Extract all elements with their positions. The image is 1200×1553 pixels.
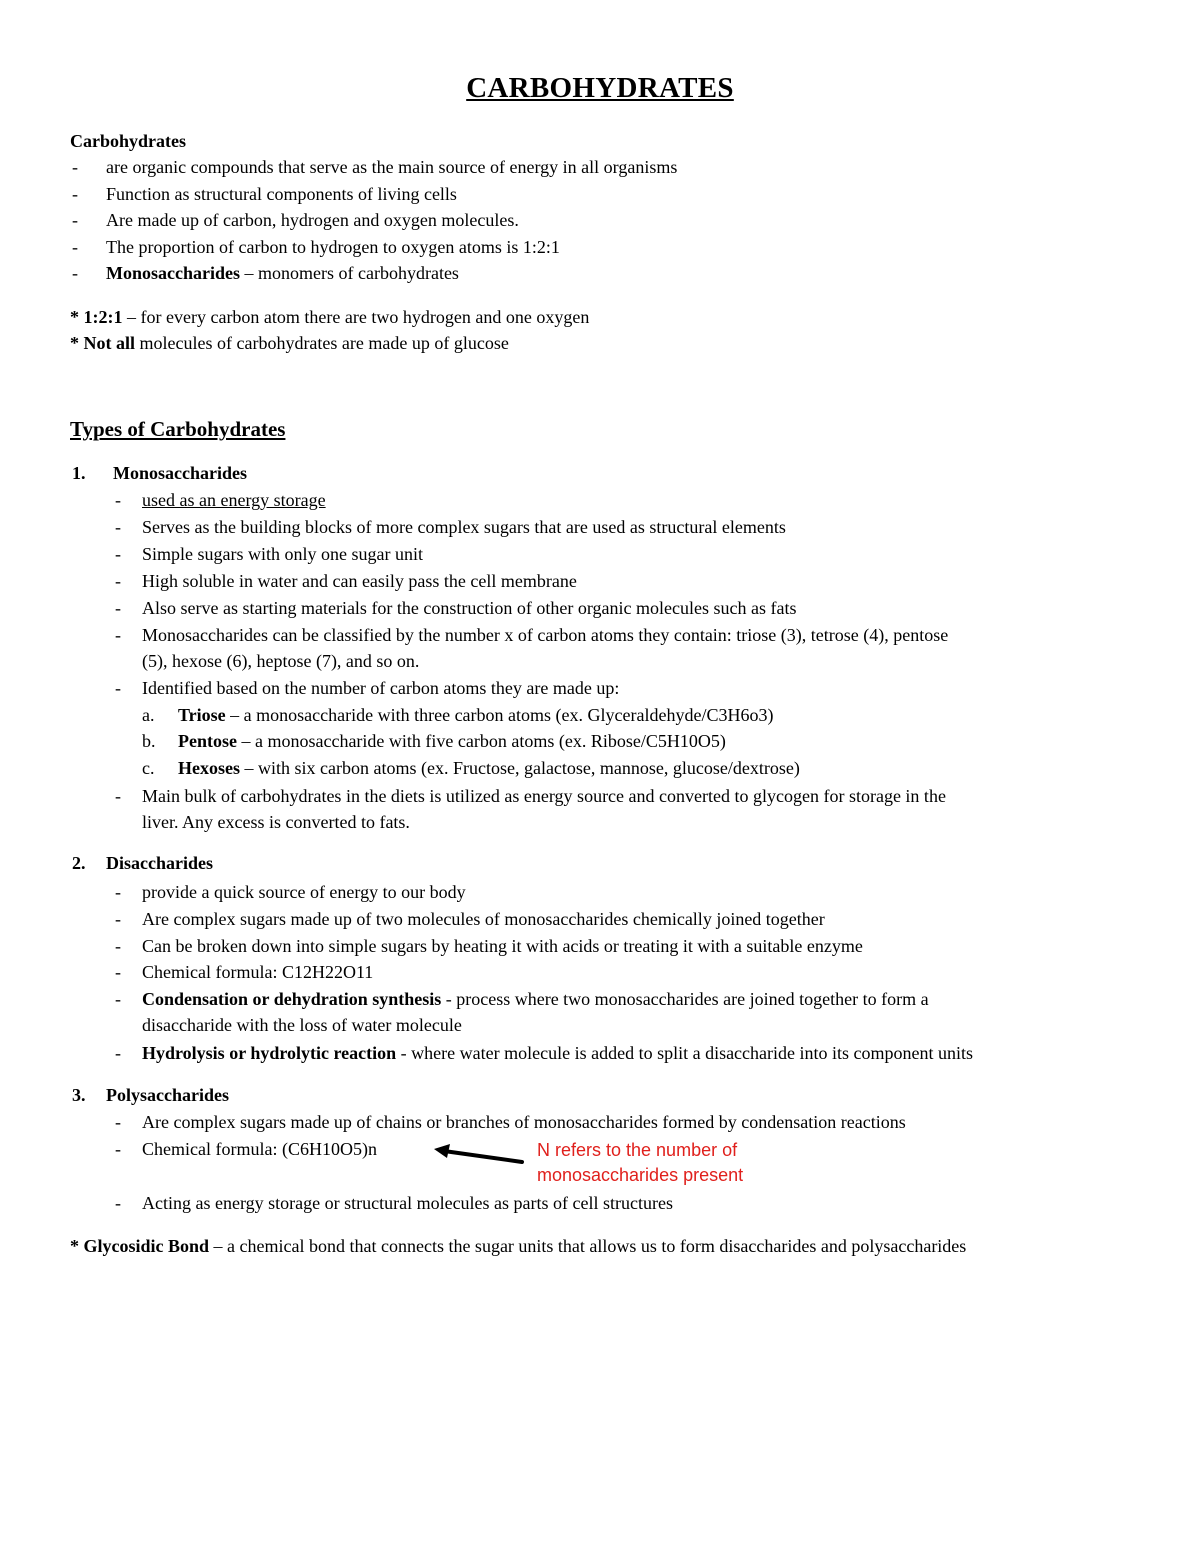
definition: – monomers of carbohydrates — [240, 263, 459, 283]
mono-bullet-continued: liver. Any excess is converted to fats. — [142, 812, 410, 832]
list-number: 3. — [72, 1085, 86, 1105]
bullet-dash: - — [115, 909, 121, 929]
note-term: Not all — [83, 333, 135, 353]
bullet-dash: - — [115, 571, 121, 591]
sub-letter: a. — [142, 705, 155, 725]
bullet-dash: - — [115, 936, 121, 956]
sub-item — [178, 729, 726, 753]
bullet-dash: - — [115, 598, 121, 618]
bullet-dash: - — [115, 1043, 121, 1063]
note-line — [70, 1234, 966, 1258]
definition: - where water molecule is added to split a disaccharide into its component units — [396, 1043, 974, 1063]
mono-bullet: Monosaccharides can be classified by the number x of carbon atoms they contain: triose (3), tetrose (4), pentose — [142, 625, 949, 645]
poly-heading: Polysaccharides — [106, 1085, 229, 1105]
sub-letter: b. — [142, 731, 156, 751]
intro-bullet: Are made up of carbon, hydrogen and oxygen molecules. — [106, 210, 519, 230]
note-line — [70, 305, 589, 329]
intro-bullet: are organic compounds that serve as the main source of energy in all organisms — [106, 157, 678, 177]
term: Triose — [178, 705, 226, 725]
bullet-dash: - — [115, 544, 121, 564]
mono-bullet: Identified based on the number of carbon atoms they are made up: — [142, 678, 620, 698]
note-term: 1:2:1 — [83, 307, 123, 327]
term: Hydrolysis or hydrolytic reaction — [142, 1043, 397, 1063]
bullet-dash: - — [72, 210, 78, 230]
mono-bullet: used as an energy storage — [142, 490, 326, 510]
bullet-dash: - — [115, 962, 121, 982]
bullet-dash: - — [72, 237, 78, 257]
term: Hexoses — [178, 758, 240, 778]
note-star: * — [70, 307, 84, 327]
bullet-dash: - — [115, 625, 121, 645]
di-bullet: Can be broken down into simple sugars by heating it with acids or treating it with a suitable enzyme — [142, 936, 863, 956]
definition: - process where two monosaccharides are joined together to form a — [441, 989, 929, 1009]
di-bullet: Chemical formula: C12H22O11 — [142, 962, 374, 982]
bullet-dash: - — [115, 1193, 121, 1213]
bullet-dash: - — [72, 157, 78, 177]
poly-bullet: Are complex sugars made up of chains or branches of monosaccharides formed by condensation reactions — [142, 1112, 906, 1132]
bullet-dash: - — [72, 263, 78, 283]
mono-bullet: Serves as the building blocks of more complex sugars that are used as structural elements — [142, 517, 786, 537]
mono-bullet: Simple sugars with only one sugar unit — [142, 544, 423, 564]
definition: – a monosaccharide with five carbon atoms (ex. Ribose/C5H10O5) — [236, 731, 726, 751]
mono-bullet: Main bulk of carbohydrates in the diets is utilized as energy source and converted to glycogen for storage in the — [142, 786, 946, 806]
bullet-dash: - — [115, 490, 121, 510]
annotation-line: monosaccharides present — [537, 1165, 744, 1185]
di-bullet-continued: disaccharide with the loss of water molecule — [142, 1015, 462, 1035]
intro-bullet: The proportion of carbon to hydrogen to oxygen atoms is 1:2:1 — [106, 237, 560, 257]
term: Monosaccharides — [106, 263, 240, 283]
mono-bullet-continued: (5), hexose (6), heptose (7), and so on. — [142, 651, 420, 671]
bullet-dash: - — [115, 1112, 121, 1132]
note-term: Glycosidic Bond — [83, 1236, 210, 1256]
bullet-dash: - — [115, 678, 121, 698]
di-bullet — [142, 1041, 973, 1065]
sub-letter: c. — [142, 758, 155, 778]
di-bullet: provide a quick source of energy to our body — [142, 882, 466, 902]
annotation-line: N refers to the number of — [537, 1140, 738, 1160]
page-title: CARBOHYDRATES — [466, 72, 734, 104]
intro-heading: Carbohydrates — [70, 131, 186, 151]
sub-item — [178, 703, 773, 727]
poly-bullet: Chemical formula: (C6H10O5)n — [142, 1139, 377, 1159]
definition: – a monosaccharide with three carbon atoms (ex. Glyceraldehyde/C3H6o3) — [225, 705, 774, 725]
bullet-dash: - — [115, 517, 121, 537]
section-heading: Types of Carbohydrates — [70, 417, 286, 441]
list-number: 1. — [72, 463, 86, 483]
intro-bullet — [106, 261, 459, 285]
mono-bullet: Also serve as starting materials for the construction of other organic molecules such as fats — [142, 598, 797, 618]
bullet-dash: - — [115, 989, 121, 1009]
mono-bullet: High soluble in water and can easily pass the cell membrane — [142, 571, 577, 591]
definition: – with six carbon atoms (ex. Fructose, galactose, mannose, glucose/dextrose) — [240, 758, 800, 778]
term: Condensation or dehydration synthesis — [142, 989, 442, 1009]
intro-bullet: Function as structural components of living cells — [106, 184, 457, 204]
note-text: – for every carbon atom there are two hydrogen and one oxygen — [122, 307, 590, 327]
bullet-dash: - — [72, 184, 78, 204]
poly-bullet: Acting as energy storage or structural molecules as parts of cell structures — [142, 1193, 673, 1213]
di-bullet — [142, 987, 929, 1011]
annotation-note — [537, 1138, 743, 1188]
di-bullet: Are complex sugars made up of two molecules of monosaccharides chemically joined together — [142, 909, 825, 929]
bullet-dash: - — [115, 882, 121, 902]
mono-heading: Monosaccharides — [113, 463, 247, 483]
bullet-dash: - — [115, 786, 121, 806]
note-line — [70, 331, 509, 355]
note-text: molecules of carbohydrates are made up of glucose — [135, 333, 509, 353]
note-star: * — [70, 1236, 84, 1256]
list-number: 2. — [72, 853, 86, 873]
arrow-icon — [430, 1138, 530, 1168]
note-text: – a chemical bond that connects the sugar units that allows us to form disaccharides and polysaccharides — [209, 1236, 967, 1256]
di-heading: Disaccharides — [106, 853, 213, 873]
term: Pentose — [178, 731, 237, 751]
sub-item — [178, 756, 800, 780]
bullet-dash: - — [115, 1139, 121, 1159]
note-star: * — [70, 333, 84, 353]
